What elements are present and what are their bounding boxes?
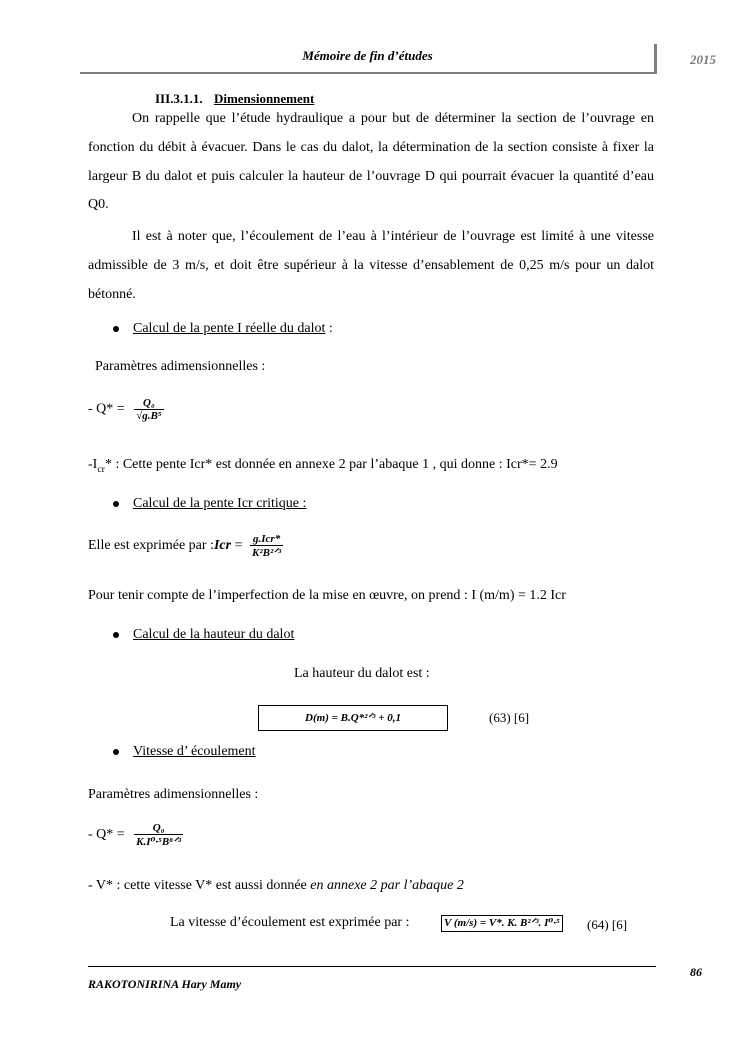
fraction-denominator: K.I⁰·⁵B⁸ᐟ³	[136, 836, 182, 848]
formula-prefix: Elle est exprimée par :	[88, 538, 214, 554]
params-label-2: Paramètres adimensionnelles :	[88, 787, 259, 802]
footer-page-number: 86	[690, 965, 702, 979]
fraction-denominator: K²B²ᐟ³	[251, 547, 282, 559]
footer-author: RAKOTONIRINA Hary Mamy	[88, 977, 242, 991]
formula-prefix: - Q* =	[88, 827, 125, 843]
formula-box-63: D(m) = B.Q*²ᐟ³ + 0,1	[258, 705, 448, 731]
header-title: Mémoire de fin d’études	[302, 48, 433, 63]
formula-box-64: V (m/s) = V*. K. B²ᐟ³. I⁰·⁵	[441, 915, 563, 932]
bullet-label: Vitesse d’ écoulement	[133, 744, 256, 759]
vitesse-intro: La vitesse d’écoulement est exprimée par :	[170, 915, 410, 930]
header-divider-vertical	[654, 44, 657, 74]
bullet-suffix: :	[325, 321, 333, 336]
bullet-label: Calcul de la pente I réelle du dalot	[133, 321, 326, 336]
v-star-italic: en annexe 2 par l’abaque 2	[310, 878, 464, 893]
hauteur-intro: La hauteur du dalot est :	[294, 666, 430, 681]
fraction-denominator: √g.B⁵	[136, 410, 162, 422]
formula-q-star-2	[88, 822, 183, 848]
icr-star-description	[88, 457, 558, 475]
formula-q-star-1	[88, 397, 164, 422]
v-star-description	[88, 878, 464, 894]
icr-prefix: -I	[88, 457, 98, 472]
paragraph-velocity-limits: Il est à noter que, l’écoulement de l’eau à l’intérieur de l’ouvrage est limité à une vitesse admissible de 3 m/s, et doit être supérieur à la vitesse d’ensablement de 0,25 m/s pour un dalot bétonné.	[88, 229, 654, 302]
bullet-dot	[113, 749, 119, 755]
header-year: 2015	[690, 52, 716, 67]
paragraph-intro: On rappelle que l’étude hydraulique a pour but de déterminer la section de l’ouvrage en fonction du débit à évacuer. Dans le cas du dalot, la détermination de la section consiste à fixer la largeur B du dalot et puis calculer la hauteur de l’ouvrage D qui pourrait évacuer la quantité d’eau Q0.	[88, 111, 654, 213]
bullet-dot	[113, 501, 119, 507]
fraction-q-star-1	[134, 397, 163, 422]
fraction-numerator: g.Icr*	[253, 533, 281, 545]
v-star-text: - V* : cette vitesse V* est aussi donnée	[88, 878, 311, 893]
formula-eq: =	[231, 538, 243, 554]
bullet-label: Calcul de la pente Icr critique :	[133, 496, 307, 511]
icr-text: * : Cette pente Icr* est donnée en annexe 2 par l’abaque 1 , qui donne : Icr*= 2.9	[104, 457, 558, 472]
header-rule	[80, 72, 657, 74]
formula-var: Icr	[213, 538, 232, 554]
footer-rule	[88, 966, 656, 967]
formula-icr	[88, 533, 283, 559]
params-label-1: Paramètres adimensionnelles :	[95, 359, 266, 374]
bullet-label: Calcul de la hauteur du dalot	[133, 627, 295, 642]
imperfection-note: Pour tenir compte de l’imperfection de la mise en œuvre, on prend : I (m/m) = 1.2 Icr	[88, 588, 566, 603]
equation-ref-63: (63) [6]	[489, 710, 530, 725]
icr-subscript: cr	[97, 463, 105, 475]
section-title: Dimensionnement	[213, 91, 315, 106]
equation-ref-64: (64) [6]	[587, 917, 628, 932]
fraction-icr	[250, 533, 283, 559]
fraction-q-star-2	[134, 822, 183, 848]
bullet-dot	[113, 632, 119, 638]
fraction-numerator: Q₀	[143, 397, 155, 409]
formula-prefix: - Q* =	[88, 401, 125, 417]
bullet-dot	[113, 326, 119, 332]
section-number: III.3.1.1.	[155, 91, 203, 106]
fraction-numerator: Q₀	[152, 822, 165, 834]
